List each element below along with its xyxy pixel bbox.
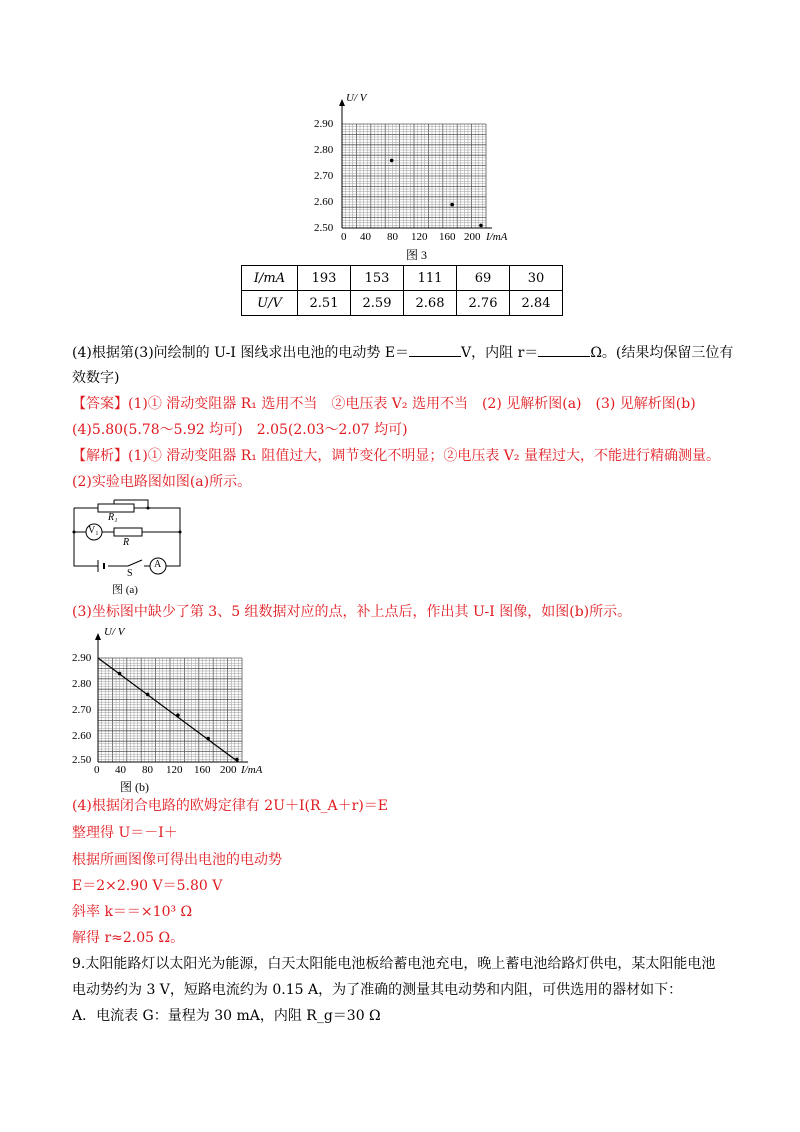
figure-b-x-tick: 120 (166, 764, 183, 776)
figure-b-data-point (146, 693, 150, 697)
switch-label: S (127, 568, 133, 579)
figure-3-x-tick: 160 (439, 231, 456, 243)
figure-3-x-axis-label: I/mA (486, 231, 508, 243)
table-row (242, 266, 563, 291)
figure-3-y-tick: 2.90 (314, 118, 334, 130)
question-4-line-2: 效数字) (72, 370, 120, 386)
figure-b-x-tick: 80 (142, 764, 153, 776)
table-cell: 153 (351, 266, 404, 291)
table-row (242, 291, 563, 316)
analysis-line-6: 根据所画图像可得出电池的电动势 (72, 852, 282, 868)
figure-b-y-axis-label: U/ V (104, 626, 125, 638)
table-cell: 193 (298, 266, 351, 291)
voltmeter-label: V₁ (88, 525, 99, 536)
figure-b-data-point (235, 758, 239, 762)
question-9-line-3: A．电流表 G：量程为 30 mA，内阻 R_g＝30 Ω (72, 1008, 381, 1024)
figure-b-x-tick: 40 (115, 764, 126, 776)
table-cell: 2.84 (510, 291, 563, 316)
figure-b-y-tick: 2.50 (72, 754, 92, 766)
figure-3-x-tick: 80 (387, 231, 398, 243)
figure-3-y-tick: 2.50 (314, 222, 334, 234)
figure-3-data-point (479, 224, 483, 228)
figure-3-y-tick: 2.70 (314, 170, 334, 182)
figure-b-plot (68, 622, 298, 772)
figure-b-y-tick: 2.90 (72, 652, 92, 664)
figure-3-plot (300, 88, 530, 238)
figure-3-x-tick: 120 (411, 231, 428, 243)
figure-b-data-point (206, 737, 210, 741)
figure-b-y-tick: 2.60 (72, 730, 92, 742)
table-header-cell: I/mA (242, 266, 298, 291)
figure-3 (300, 88, 530, 266)
figure-b-data-point (118, 672, 122, 676)
figure-b-x-tick: 160 (194, 764, 211, 776)
figure-3-y-tick: 2.80 (314, 144, 334, 156)
answer-line-1: 【答案】(1)① 滑动变阻器 R₁ 选用不当 ②电压表 V₂ 选用不当 (2) 见解析图(a) (3) 见解析图(b) (72, 396, 696, 412)
figure-3-caption: 图 3 (406, 248, 428, 262)
table-header-cell: U/V (242, 291, 298, 316)
figure-3-y-tick: 2.60 (314, 196, 334, 208)
question-9-line-2: 电动势约为 3 V，短路电流约为 0.15 A，为了准确的测量其电动势和内阻，可供选用的器材如下： (72, 982, 683, 998)
figure-3-y-axis-label: U/ V (346, 92, 367, 104)
figure-3-x-tick: 40 (360, 231, 371, 243)
analysis-line-7: E＝2×2.90 V＝5.80 V (72, 878, 223, 894)
figure-b (68, 622, 298, 792)
question-9-line-1: 9.太阳能路灯以太阳光为能源，白天太阳能电池板给蓄电池充电，晚上蓄电池给路灯供电，某太阳能电池 (72, 956, 716, 972)
answer-line-2: (4)5.80(5.78～5.92 均可) 2.05(2.03～2.07 均可) (72, 422, 408, 438)
question-4-line-1 (72, 342, 733, 363)
figure-b-y-tick: 2.70 (72, 704, 92, 716)
ammeter-label: A (154, 559, 162, 570)
emf-blank (409, 342, 461, 357)
table-cell: 2.59 (351, 291, 404, 316)
table-cell: 2.51 (298, 291, 351, 316)
data-table (241, 265, 563, 316)
rheostat-label: R₁ (108, 512, 118, 523)
analysis-line-8: 斜率 k＝＝×10³ Ω (72, 904, 193, 920)
figure-3-x-tick: 0 (341, 231, 347, 243)
figure-b-x-tick: 0 (94, 764, 100, 776)
figure-b-caption: 图 (b) (120, 780, 149, 794)
resistance-blank (538, 342, 590, 357)
analysis-line-1: 【解析】(1)① 滑动变阻器 R₁ 阻值过大，调节变化不明显；②电压表 V₂ 量程过大，不能进行精确测量。 (72, 448, 720, 464)
figure-b-y-tick: 2.80 (72, 678, 92, 690)
circuit-caption: 图 (a) (112, 584, 138, 596)
question-4-text-c: Ω。(结果均保留三位有 (590, 345, 734, 361)
figure-3-data-point (450, 203, 454, 207)
analysis-line-2: (2)实验电路图如图(a)所示。 (72, 474, 252, 490)
table-cell: 69 (457, 266, 510, 291)
analysis-line-9: 解得 r≈2.05 Ω。 (72, 930, 185, 946)
question-4-text-b: V，内阻 r＝ (461, 345, 539, 361)
table-cell: 111 (404, 266, 457, 291)
figure-b-x-axis-label: I/mA (241, 764, 263, 776)
analysis-line-3: (3)坐标图中缺少了第 3、5 组数据对应的点，补上点后，作出其 U-I 图像，如图(b)所示。 (72, 604, 632, 620)
circuit-diagram (68, 498, 188, 598)
analysis-line-4: (4)根据闭合电路的欧姆定律有 2U＋I(R_A＋r)＝E (72, 798, 389, 814)
table-cell: 30 (510, 266, 563, 291)
figure-3-data-point (390, 159, 394, 163)
resistor-label: R (123, 537, 130, 548)
analysis-line-5: 整理得 U＝－I＋ (72, 825, 178, 841)
figure-b-data-point (176, 713, 180, 717)
figure-b-x-tick: 200 (220, 764, 237, 776)
figure-3-x-tick: 200 (464, 231, 481, 243)
table-cell: 2.76 (457, 291, 510, 316)
table-cell: 2.68 (404, 291, 457, 316)
question-4-text-a: (4)根据第(3)问绘制的 U-I 图线求出电池的电动势 E＝ (72, 345, 410, 361)
